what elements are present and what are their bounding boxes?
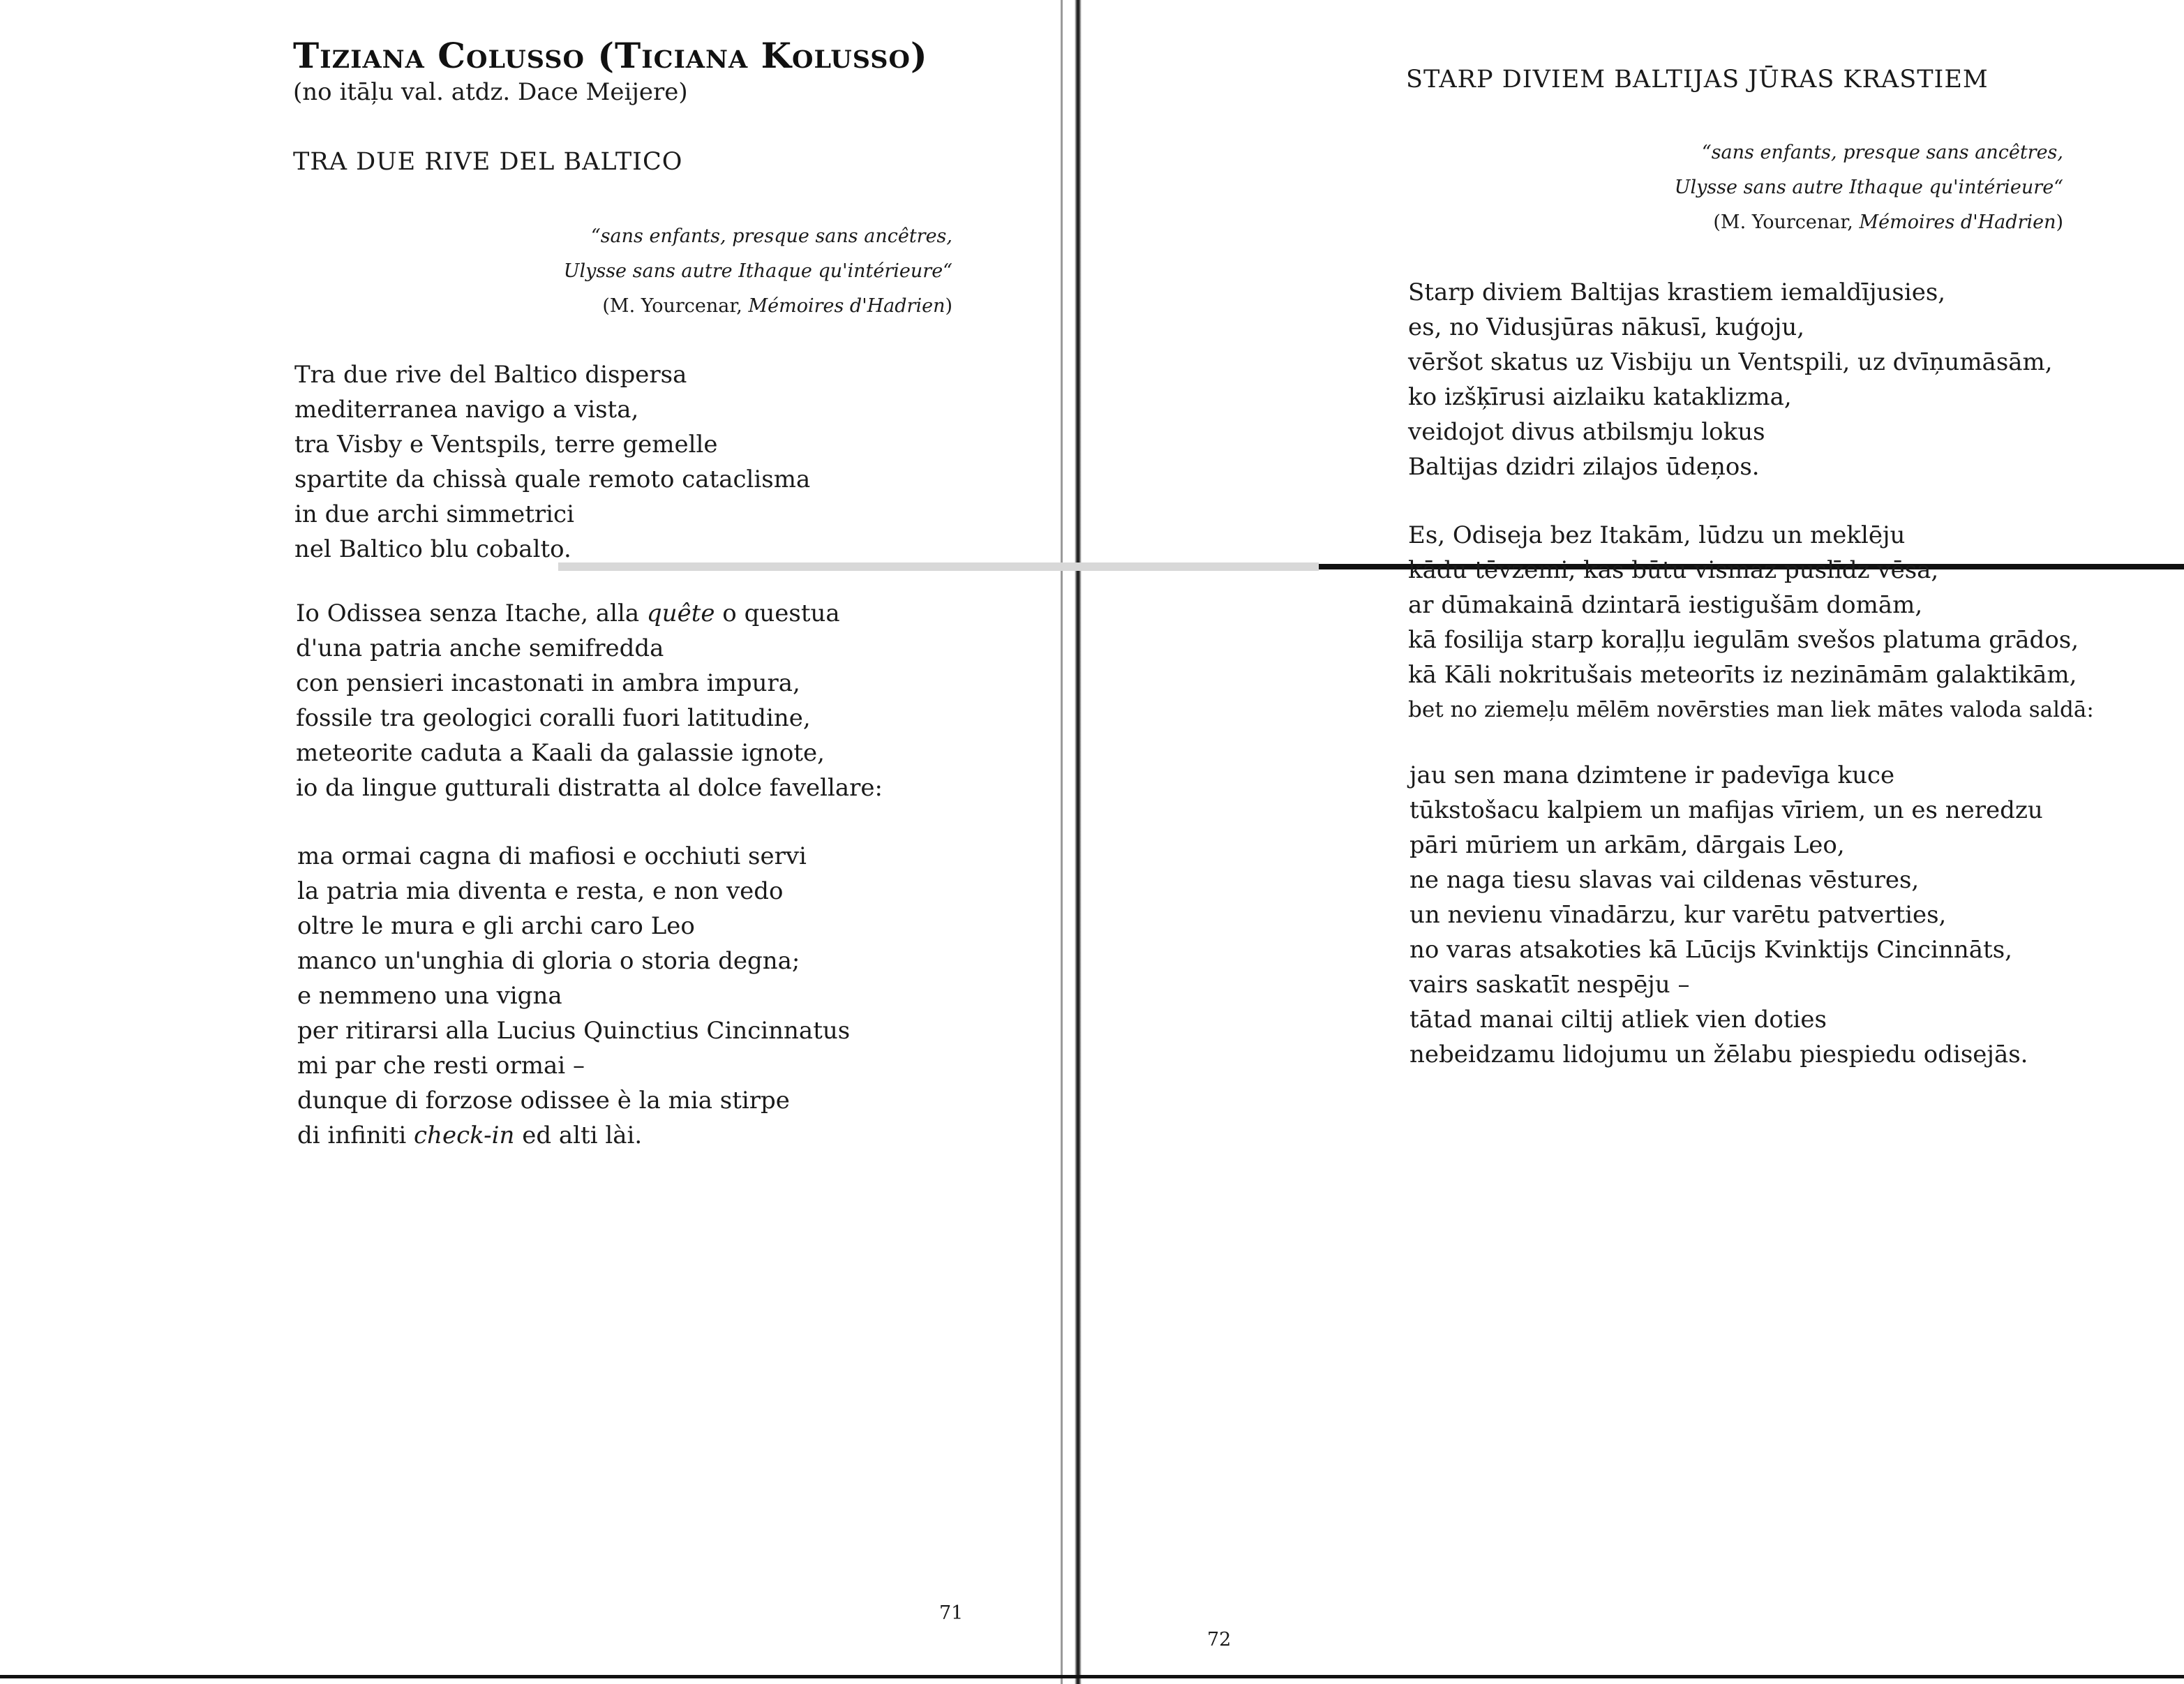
- poem-line: oltre le mura e gli archi caro Leo: [297, 912, 695, 940]
- poem-line: spartite da chissà quale remoto cataclisma: [294, 465, 811, 493]
- poem-line: vēršot skatus uz Visbiju un Ventspili, uz dvīņumāsām,: [1408, 348, 2053, 376]
- poem-line: con pensieri incastonati in ambra impura,: [296, 669, 800, 697]
- book-spine: [1075, 0, 1082, 1684]
- poem-line: veidojot divus atbilsmju lokus: [1408, 418, 1765, 446]
- stanza-3-italian: [297, 839, 850, 1153]
- poem-line: manco un'unghia di gloria o storia degna;: [297, 947, 800, 975]
- poem-line: kā fosilija starp koraļļu iegulām svešos platuma grādos,: [1408, 626, 2079, 654]
- epigraph-source: [1675, 205, 2063, 240]
- poem-line: mediterranea navigo a vista,: [294, 396, 639, 424]
- epigraph-line-1: “sans enfants, presque sans ancêtres,: [590, 225, 952, 247]
- page-number-left: 71: [939, 1602, 964, 1624]
- poem-line: fossile tra geologici coralli fuori latitudine,: [296, 704, 811, 732]
- poem-line: io da lingue gutturali distratta al dolce favellare:: [296, 774, 883, 802]
- poem-line: Starp diviem Baltijas krastiem iemaldījusies,: [1408, 278, 1946, 306]
- stanza-2-italian: [296, 596, 883, 805]
- epigraph-source-suffix: ): [945, 295, 952, 317]
- poem-line-part: di infiniti: [297, 1122, 414, 1149]
- poem-line-part: ed alti lài.: [514, 1122, 643, 1149]
- poem-line: bet no ziemeļu mēlēm novērsties man liek mātes valoda saldā:: [1408, 697, 2094, 722]
- poem-line: [297, 1118, 850, 1153]
- page-number-right: 72: [1207, 1629, 1232, 1651]
- poem-line: tra Visby e Ventspils, terre gemelle: [294, 431, 718, 459]
- poem-line: la patria mia diventa e resta, e non vedo: [297, 877, 784, 905]
- poem-title-italian: TRA DUE RIVE DEL BALTICO: [293, 148, 683, 176]
- poem-line: no varas atsakoties kā Lūcijs Kvinktijs Cincinnāts,: [1409, 936, 2012, 964]
- epigraph-source-title: Mémoires d'Hadrien: [1859, 211, 2056, 233]
- poem-line: tūkstošacu kalpiem un mafijas vīriem, un es neredzu: [1409, 796, 2043, 824]
- stanza-2-latvian: [1408, 518, 2094, 727]
- poem-line: kā Kāli nokritušais meteorīts iz nezināmām galaktikām,: [1408, 661, 2077, 689]
- poem-line: vairs saskatīt nespēju –: [1409, 971, 1690, 999]
- poem-line: d'una patria anche semifredda: [296, 634, 664, 662]
- poem-line: Tra due rive del Baltico dispersa: [294, 361, 687, 389]
- poem-line-italic: check-in: [414, 1122, 515, 1149]
- poem-line: ma ormai cagna di mafiosi e occhiuti servi: [297, 842, 807, 870]
- poem-line: es, no Vidusjūras nākusī, kuģoju,: [1408, 313, 1805, 341]
- translator-note: (no itāļu val. atdz. Dace Meijere): [293, 78, 688, 106]
- poem-line-part: Io Odissea senza Itache, alla: [296, 599, 647, 627]
- poem-line: nebeidzamu lidojumu un žēlabu piespiedu odisejās.: [1409, 1041, 2028, 1068]
- poem-line: per ritirarsi alla Lucius Quinctius Cincinnatus: [297, 1017, 851, 1045]
- poem-line: un nevienu vīnadārzu, kur varētu patverties,: [1409, 901, 1947, 929]
- poem-line: meteorite caduta a Kaali da galassie ignote,: [296, 739, 825, 767]
- epigraph-latvian: [1675, 135, 2063, 240]
- poem-line: kādu tēvzemi, kas būtu vismaz puslīdz vēsa,: [1408, 556, 1939, 584]
- poem-title-latvian: STARP DIVIEM BALTIJAS JŪRAS KRASTIEM: [1406, 66, 1989, 94]
- stanza-1-italian: [294, 357, 810, 567]
- epigraph-line-2: Ulysse sans autre Ithaque qu'intérieure“: [563, 260, 952, 282]
- stanza-1-latvian: [1408, 275, 2053, 484]
- poem-line: Es, Odiseja bez Itakām, lūdzu un meklēju: [1408, 521, 1906, 549]
- epigraph-italian: [564, 219, 952, 324]
- epigraph-source-prefix: (M. Yourcenar,: [602, 295, 749, 317]
- poem-line: [296, 596, 883, 631]
- poem-line: in due archi simmetrici: [294, 500, 574, 528]
- author-heading: Tiziana Colusso (Ticiana Kolusso): [293, 35, 928, 76]
- poem-line: nel Baltico blu cobalto.: [294, 535, 571, 563]
- poem-line: mi par che resti ormai –: [297, 1052, 585, 1080]
- poem-line: Baltijas dzidri zilajos ūdeņos.: [1408, 453, 1760, 481]
- poem-line: ne naga tiesu slavas vai cildenas vēstures,: [1409, 866, 1920, 894]
- poem-line: tātad manai ciltij atliek vien doties: [1409, 1006, 1827, 1034]
- epigraph-source-title: Mémoires d'Hadrien: [748, 295, 945, 317]
- stanza-3-latvian: [1409, 758, 2043, 1072]
- poem-line: pāri mūriem un arkām, dārgais Leo,: [1409, 831, 1845, 859]
- poem-line-part: o questua: [715, 599, 840, 627]
- left-page: [0, 0, 1075, 1684]
- poem-line: jau sen mana dzimtene ir padevīga kuce: [1409, 761, 1895, 789]
- poem-line: ko izšķīrusi aizlaiku kataklizma,: [1408, 383, 1792, 411]
- poem-line: e nemmeno una vigna: [297, 982, 562, 1010]
- epigraph-line-1: “sans enfants, presque sans ancêtres,: [1701, 142, 2063, 163]
- right-page: [1082, 0, 2184, 1684]
- poem-line: dunque di forzose odissee è la mia stirpe: [297, 1087, 790, 1115]
- poem-line: ar dūmakainā dzintarā iestigušām domām,: [1408, 591, 1923, 619]
- epigraph-source-suffix: ): [2056, 211, 2063, 233]
- epigraph-source-prefix: (M. Yourcenar,: [1713, 211, 1860, 233]
- epigraph-source: [564, 289, 952, 324]
- epigraph-line-2: Ulysse sans autre Ithaque qu'intérieure“: [1674, 177, 2063, 198]
- poem-line-italic: quête: [646, 599, 715, 627]
